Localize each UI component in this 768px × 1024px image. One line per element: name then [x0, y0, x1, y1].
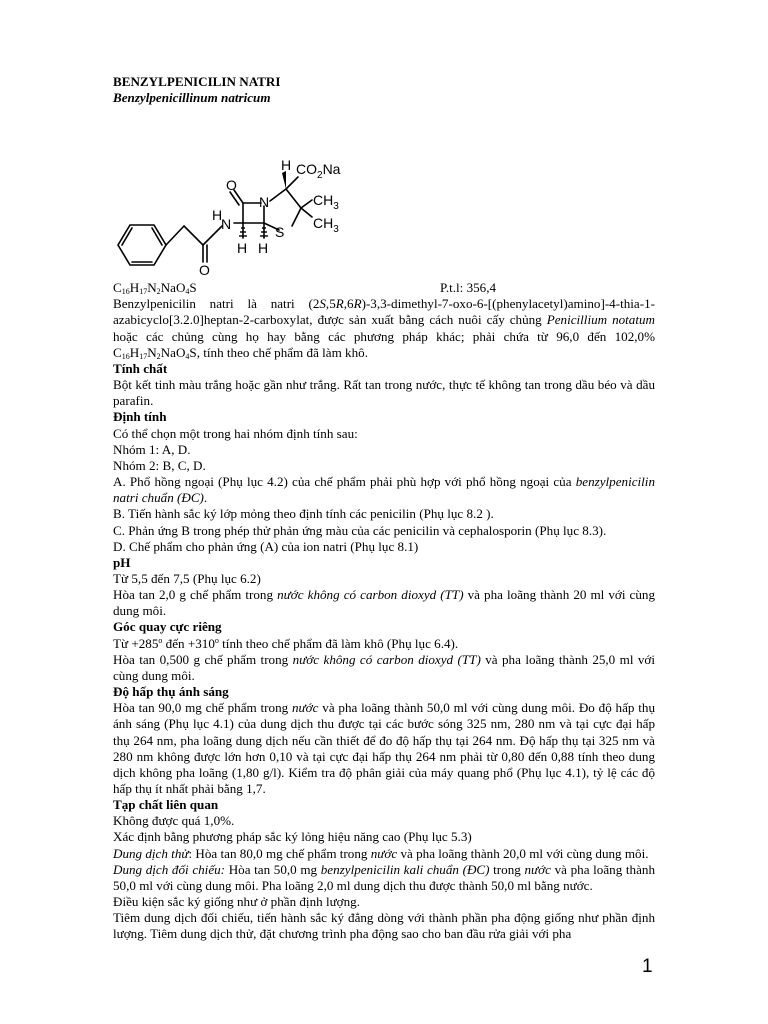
rotation-range: Từ $+285^o$ đến $+310^o$ tính theo chế phẩm đã làm khô (Phụ lục 6.4). — [113, 635, 459, 651]
identification-test-c: C. Phản ứng B trong phép thử phản ứng màu của các penicilin và cephalosporin (Phụ lục 8.3). — [113, 522, 607, 538]
atom-h-right: H — [258, 240, 269, 257]
atom-n-ring: N — [259, 194, 270, 211]
atom-ch3-top: $CH_3$ — [313, 192, 339, 213]
section-heading-properties: Tính chất — [113, 360, 168, 376]
identification-test-b: B. Tiến hành sắc ký lớp mỏng theo định tính các penicilin (Phụ lục 8.2 ). — [113, 506, 494, 522]
molecular-weight: P.t.l: 356,4 — [440, 280, 497, 296]
atom-h-left: H — [237, 240, 248, 257]
structural-formula — [113, 108, 655, 278]
formula-row — [113, 280, 655, 296]
atom-o-amide: O — [199, 262, 210, 279]
definition-paragraph: Benzylpenicilin natri là natri (2S,5R,6R)-3,3-dimethyl-7-oxo-6-[(phenylacetyl)amino]-4-thia-1-azabicyclo[3.2.0]heptan-2-carboxylat, được sản xuất bằng cách nuôi cấy chủng Penicillium notatum hoặc các chủng cùng họ hay bằng các phương pháp khác; phải chứa từ 96,0 đến 102,0% $C_{16}H_{17}N_2NaO_4S$, tính theo chế phẩm đã làm khô. — [113, 296, 655, 361]
identification-test-a: A. Phổ hồng ngoại (Phụ lục 4.2) của chế phẩm phải phù hợp với phổ hồng ngoại của benzylpenicilin natri chuẩn (ĐC). — [113, 474, 655, 506]
identification-group-2: Nhóm 2: B, C, D. — [113, 457, 206, 473]
section-heading-absorbance: Độ hấp thụ ánh sáng — [113, 684, 229, 700]
atom-n-amide: N — [221, 216, 232, 233]
atom-h-top: H — [281, 157, 292, 174]
monograph-content — [113, 74, 655, 943]
section-heading-identification: Định tính — [113, 409, 167, 425]
section-heading-ph: pH — [113, 554, 131, 570]
page-number: 1 — [642, 956, 653, 977]
atom-s-ring: S — [275, 224, 285, 241]
ph-procedure: Hòa tan 2,0 g chế phẩm trong nước không có carbon dioxyd (TT) và pha loãng thành 20 ml với cùng dung môi. — [113, 587, 656, 619]
identification-intro: Có thể chọn một trong hai nhóm định tính sau: — [113, 425, 358, 441]
test-solution-text: Dung dịch thử: Hòa tan 80,0 mg chế phẩm trong nước và pha loãng thành 20,0 ml với cùng dung môi. — [113, 845, 649, 861]
atom-ch3-bottom: $CH_3$ — [313, 215, 339, 236]
injection-procedure: Tiêm dung dịch đối chiếu, tiến hành sắc ký đẳng dòng với thành phần pha động giống như phần định lượng. Tiêm dung dịch thử, đặt chương trình pha động sao cho ban đầu rửa giải với pha — [113, 910, 655, 942]
chromatographic-conditions: Điều kiện sắc ký giống như ở phần định lượng. — [113, 894, 360, 910]
molecular-formula: $C_{16}H_{17}N_2NaO_4S$ — [113, 280, 197, 297]
atom-h-nh: H — [212, 207, 223, 224]
absorbance-procedure: Hòa tan 90,0 mg chế phẩm trong nước và pha loãng thành 50,0 ml với cùng dung môi. Đo độ hấp thụ ánh sáng (Phụ lục 4.1) của dung dịch thu được tại các bước sóng 325 nm, 280 nm và tại cực đại hấp thụ 264 nm, pha loãng dung dịch nếu cần thiết để đo độ hấp thụ tại 264 nm. Độ hấp thụ tại 325 nm và 280 nm không được lớn hơn 0,10 và tại cực đại hấp thụ 264 nm phải từ 0,80 đến 0,88 tính theo dung dịch không pha loãng (1,80 g/l). Kiểm tra độ phân giải của máy quang phổ (Phụ lục 4.1), tỷ lệ các độ hấp thụ ít nhất phải bằng 1,7. — [113, 700, 655, 796]
reference-solution-text: Dung dịch đối chiếu: Hòa tan 50,0 mg benzylpenicilin kali chuẩn (ĐC) trong nước và pha loãng thành 50,0 ml với cùng dung môi. Pha loãng 2,0 ml dung dịch thu được thành 50,0 ml bằng nước. — [113, 861, 655, 893]
section-heading-optical-rotation: Góc quay cực riêng — [113, 619, 222, 635]
impurities-limit: Không được quá 1,0%. — [113, 813, 235, 829]
properties-text: Bột kết tinh màu trắng hoặc gần như trắng. Rất tan trong nước, thực tế không tan trong dầu béo và dầu parafin. — [113, 377, 655, 409]
latin-name: Benzylpenicillinum natricum — [113, 90, 271, 106]
benzene-ring — [118, 225, 166, 265]
atom-co2na: $CO_2Na$ — [296, 161, 341, 182]
benzylpenicillin-structure-diagram — [113, 108, 363, 278]
rotation-procedure: Hòa tan 0,500 g chế phẩm trong nước không có carbon dioxyd (TT) và pha loãng thành 25,0 ml với cùng dung môi. — [113, 651, 655, 683]
stereo-bond-wedge — [282, 171, 286, 189]
ph-range: Từ 5,5 đến 7,5 (Phụ lục 6.2) — [113, 570, 261, 586]
identification-test-d: D. Chế phẩm cho phản ứng (A) của ion natri (Phụ lục 8.1) — [113, 538, 419, 554]
monograph-title: BENZYLPENICILIN NATRI — [113, 74, 281, 89]
atom-o-carbonyl: O — [226, 177, 237, 194]
identification-group-1: Nhóm 1: A, D. — [113, 441, 191, 457]
impurities-method: Xác định bằng phương pháp sắc ký lỏng hiệu năng cao (Phụ lục 5.3) — [113, 829, 472, 845]
section-heading-related-substances: Tạp chất liên quan — [113, 797, 219, 813]
